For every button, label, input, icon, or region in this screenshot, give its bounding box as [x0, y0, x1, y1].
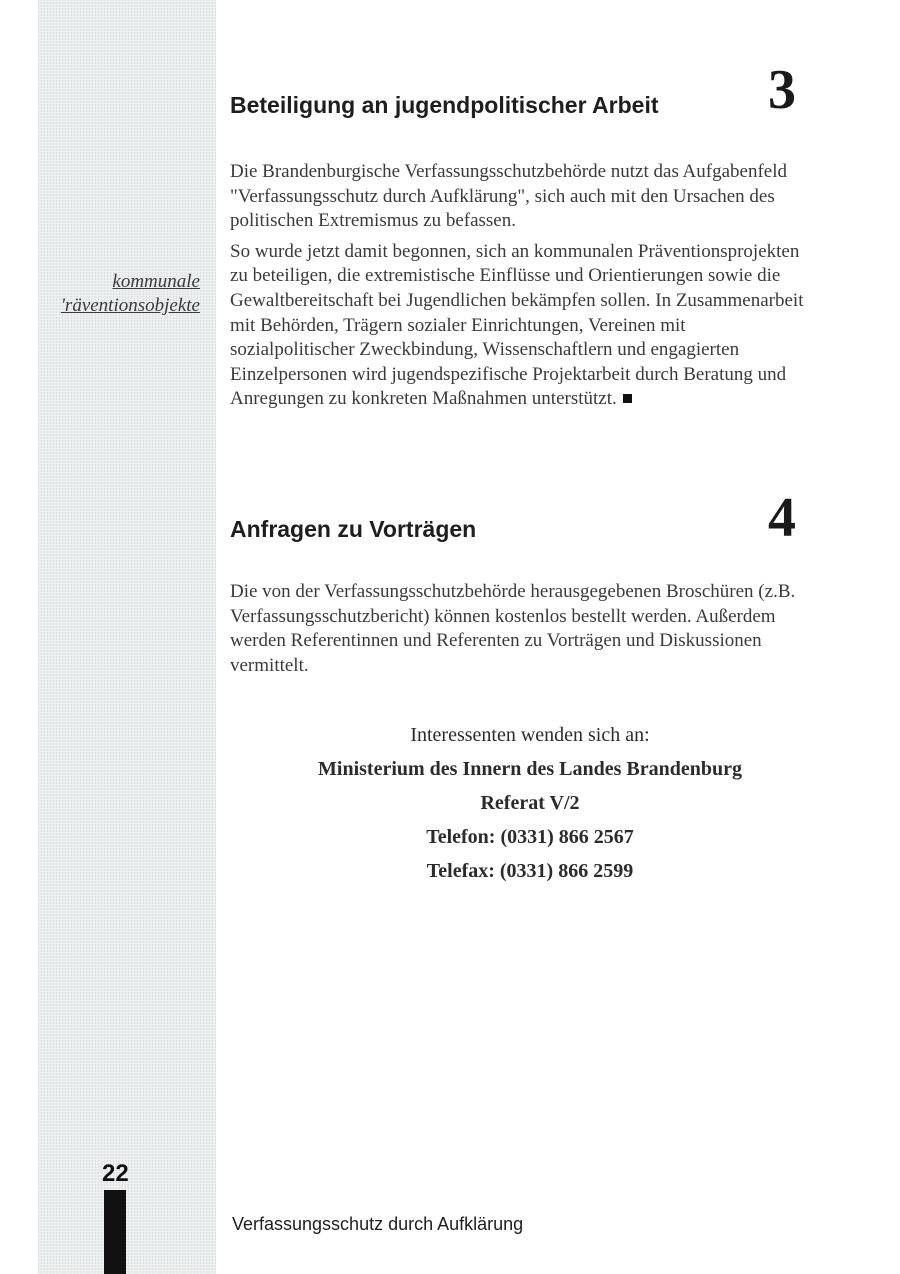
end-of-section-marker: [623, 394, 632, 403]
contact-phone: Telefon: (0331) 866 2567: [426, 826, 634, 848]
section-3-paragraph-2: So wurde jetzt damit begonnen, sich an kommunalen Präventionsprojekten zu beteiligen, die extremistische Einflüsse und Orientierungen sowie die Gewaltbereitschaft bei Jugendlichen bekämpfen sollen. In Zusammenarbeit mit Behörden, Trägern sozialer Einrichtungen, Vereinen mit sozialpolitischer Zweckbindung, Wissenschaftlern und engagierten Einzelpersonen wird jugendspezifische Projektarbeit durch Beratung und Anregungen zu konkreten Maßnahmen unterstützt.: [230, 240, 804, 410]
section-3-number: 3: [768, 59, 796, 121]
section-3-paragraph-1: Die Brandenburgische Verfassungsschutzbehörde nutzt das Aufgabenfeld "Verfassungsschutz durch Aufklärung", sich auch mit den Ursachen des politischen Extremismus zu befassen.: [230, 161, 788, 232]
contact-fax: Telefax: (0331) 866 2599: [426, 860, 634, 882]
section-3-heading: Beteiligung an jugendpolitischer Arbeit: [230, 92, 659, 118]
page-marker-bar: [104, 1190, 126, 1274]
contact-unit: Referat V/2: [480, 792, 580, 814]
sidebar-margin: [38, 0, 216, 1274]
page-number: 22: [102, 1160, 129, 1187]
section-4-heading: Anfragen zu Vorträgen: [230, 516, 477, 542]
contact-intro: Interessenten wenden sich an:: [410, 724, 650, 746]
contact-organization: Ministerium des Innern des Landes Brandenburg: [318, 758, 742, 780]
section-4-paragraph: Die von der Verfassungsschutzbehörde herausgegebenen Broschüren (z.B. Verfassungsschutzbericht) können kostenlos bestellt werden. Außerdem werden Referentinnen und Referenten zu Vorträgen und Diskussionen vermittelt.: [230, 581, 796, 676]
section-4-number: 4: [768, 487, 796, 549]
margin-note-line2: 'räventionsobjekte: [60, 295, 200, 316]
section-4-body: [230, 580, 810, 684]
running-footer: Verfassungsschutz durch Aufklärung: [232, 1214, 524, 1234]
section-3-paragraph-2-wrap: [230, 240, 810, 412]
margin-note: [0, 270, 200, 318]
section-3-body: [230, 160, 810, 412]
margin-note-line1: kommunale: [112, 271, 200, 292]
contact-block: [230, 718, 830, 888]
